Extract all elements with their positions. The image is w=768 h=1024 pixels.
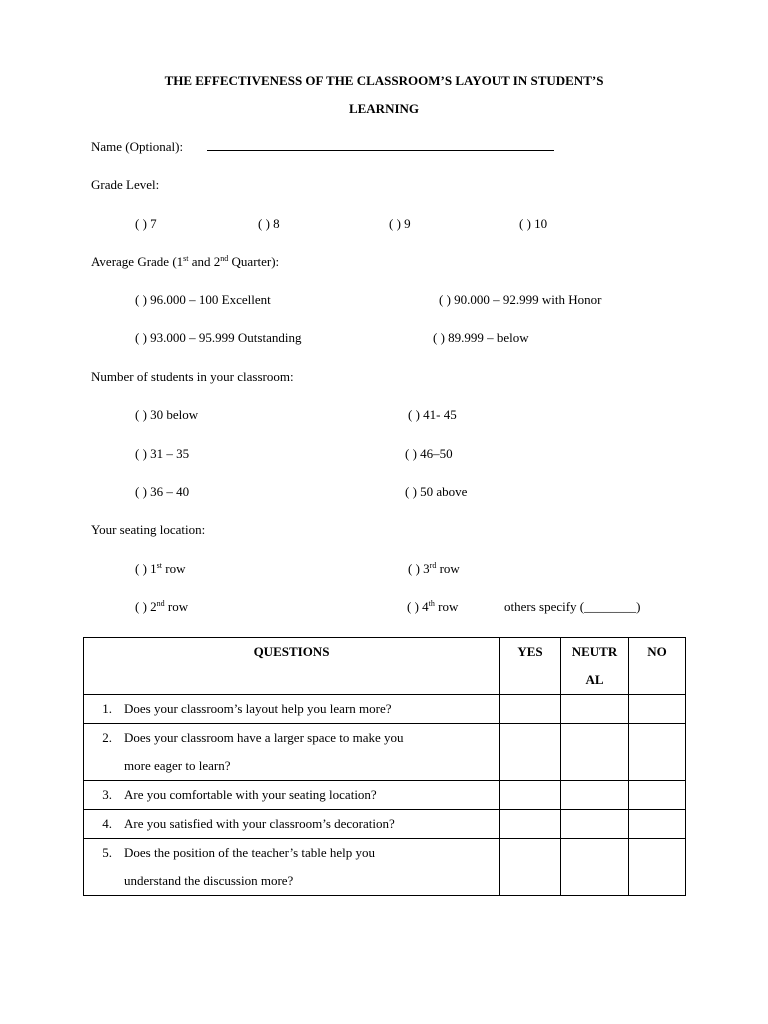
header-no: NO [629,638,686,695]
answer-no-cell[interactable] [629,724,686,781]
answer-neutral-cell[interactable] [561,724,629,781]
header-yes: YES [500,638,561,695]
answer-yes-cell[interactable] [500,724,561,781]
answer-neutral-cell[interactable] [561,781,629,810]
name-input-line[interactable] [207,150,554,151]
students-option-41-45[interactable]: ( ) 41- 45 [408,407,457,422]
answer-neutral-cell[interactable] [561,810,629,839]
questions-table [83,637,686,896]
question-text: Are you comfortable with your seating location? [124,787,377,802]
question-cell [84,781,500,810]
grade-level-label: Grade Level: [91,177,160,192]
question-number: 4. [102,816,112,831]
students-label: Number of students in your classroom: [91,369,294,384]
header-neutral: NEUTR AL [561,638,629,695]
table-header-row [84,638,686,695]
average-option-excellent[interactable]: ( ) 96.000 – 100 Excellent [135,292,271,307]
question-cell [84,695,500,724]
survey-title-line-1: THE EFFECTIVENESS OF THE CLASSROOM’S LAYOUT IN STUDENT’S [164,73,604,88]
answer-yes-cell[interactable] [500,839,561,896]
question-text: Are you satisfied with your classroom’s decoration? [124,816,395,831]
table-row [84,695,686,724]
header-questions: QUESTIONS [84,638,500,695]
answer-no-cell[interactable] [629,781,686,810]
question-cell [84,810,500,839]
table-row [84,810,686,839]
question-text-continued: understand the discussion more? [124,873,294,888]
table-row [84,839,686,896]
average-option-honor[interactable]: ( ) 90.000 – 92.999 with Honor [439,292,602,307]
seating-others-specify[interactable]: others specify (________) [504,599,641,614]
answer-neutral-cell[interactable] [561,695,629,724]
seating-option-1st-row[interactable]: ( ) 1st row [135,561,186,576]
answer-no-cell[interactable] [629,839,686,896]
students-option-46-50[interactable]: ( ) 46–50 [405,446,453,461]
seating-option-3rd-row[interactable]: ( ) 3rd row [408,561,460,576]
answer-yes-cell[interactable] [500,810,561,839]
seating-option-4th-row[interactable]: ( ) 4th row [407,599,459,614]
average-grade-label: Average Grade (1st and 2nd Quarter): [91,254,280,269]
seating-option-2nd-row[interactable]: ( ) 2nd row [135,599,189,614]
grade-option-9[interactable]: ( ) 9 [389,216,411,231]
table-row [84,781,686,810]
answer-neutral-cell[interactable] [561,839,629,896]
question-text: Does the position of the teacher’s table help you [124,845,376,860]
question-number: 2. [102,730,112,745]
seating-label: Your seating location: [91,522,206,537]
students-option-30-below[interactable]: ( ) 30 below [135,407,199,422]
question-number: 5. [102,845,112,860]
grade-option-7[interactable]: ( ) 7 [135,216,157,231]
students-option-36-40[interactable]: ( ) 36 – 40 [135,484,190,499]
grade-option-10[interactable]: ( ) 10 [519,216,548,231]
survey-title-line-2: LEARNING [348,101,420,116]
students-option-31-35[interactable]: ( ) 31 – 35 [135,446,190,461]
name-label: Name (Optional): [91,139,184,154]
answer-yes-cell[interactable] [500,695,561,724]
question-text: Does your classroom have a larger space to make you [124,730,404,745]
question-cell [84,839,500,896]
answer-no-cell[interactable] [629,695,686,724]
average-option-outstanding[interactable]: ( ) 93.000 – 95.999 Outstanding [135,330,302,345]
students-option-50-above[interactable]: ( ) 50 above [405,484,468,499]
answer-yes-cell[interactable] [500,781,561,810]
question-number: 1. [102,701,112,716]
average-option-below[interactable]: ( ) 89.999 – below [433,330,529,345]
question-number: 3. [102,787,112,802]
question-text: Does your classroom’s layout help you learn more? [124,701,392,716]
question-cell [84,724,500,781]
answer-no-cell[interactable] [629,810,686,839]
question-text-continued: more eager to learn? [124,758,231,773]
grade-option-8[interactable]: ( ) 8 [258,216,280,231]
table-row [84,724,686,781]
